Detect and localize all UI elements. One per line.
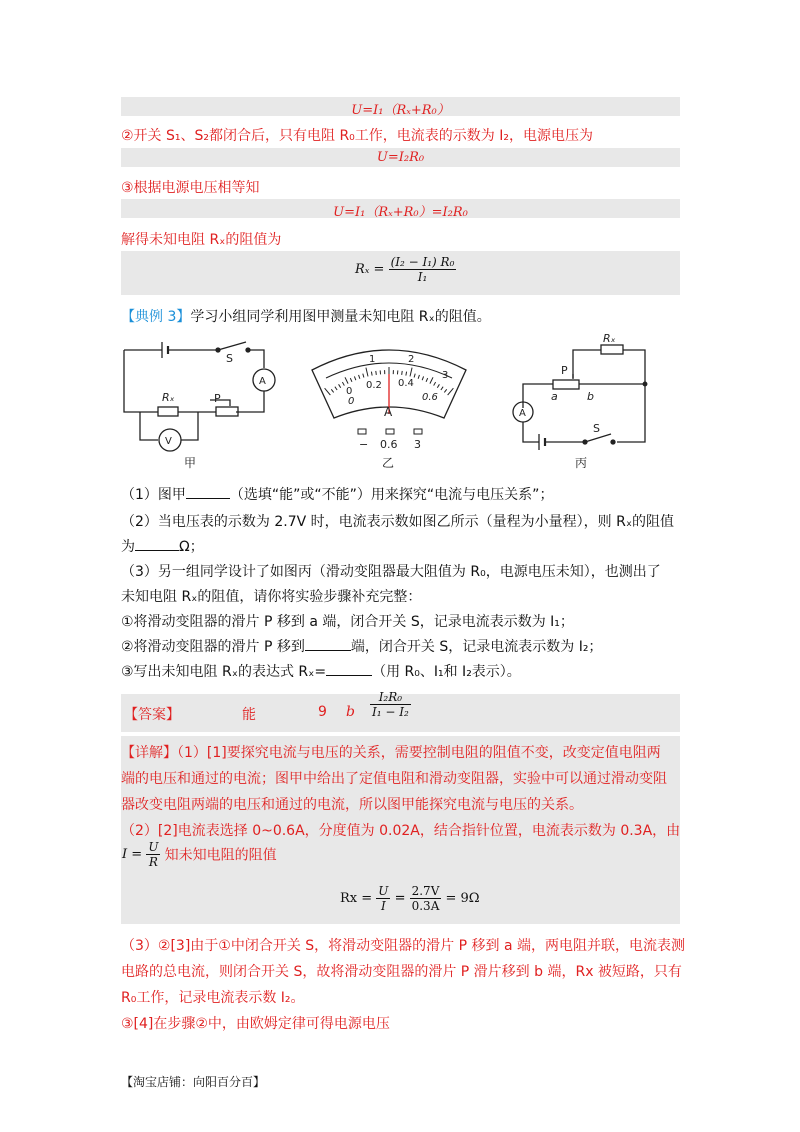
- switch-label-jia: S: [226, 352, 233, 365]
- terminal-neg: [358, 429, 366, 434]
- circuit-jia: [118, 330, 278, 470]
- calc-d2: 0.3A: [411, 899, 440, 913]
- rx-formula-den: I₁: [417, 270, 428, 284]
- scale-tick: [350, 378, 352, 382]
- resistor-label-jia: Rₓ: [162, 391, 175, 404]
- example-text: 学习小组同学利用图甲测量未知电阻 Rₓ的阻值。: [190, 309, 491, 325]
- answer-1: 能: [242, 707, 256, 723]
- answer-4-num: I₂R₀: [370, 690, 411, 705]
- detail-p1-line1: 【详解】（1）[1]要探究电流与电压的关系，需要控制电阻的阻值不变，改变定值电阻两: [121, 745, 661, 761]
- meter-yi: [304, 336, 474, 472]
- scale-tick: [331, 389, 333, 392]
- resistor-label-bing: Rₓ: [603, 332, 616, 345]
- scale-tick: [342, 382, 344, 385]
- scale-tick: [371, 372, 372, 376]
- scale-tick: [366, 368, 368, 377]
- rheostat-jia: [216, 407, 238, 416]
- lower-tick-2: 0.4: [398, 378, 414, 389]
- s3-blank[interactable]: [326, 663, 372, 676]
- detail-p1-line3: 器改变电阻两端的电压和通过的电流，所以图甲能探究电流与电压的关系。: [121, 797, 583, 813]
- terminal-label-neg: −: [359, 438, 369, 451]
- s3-part-a: ③写出未知电阻 Rₓ的表达式 Rₓ=: [121, 664, 327, 680]
- question-1: [121, 484, 553, 504]
- ohm-lhs: I =: [122, 847, 143, 862]
- scale-tick: [354, 376, 355, 380]
- s2-part-b: 端，闭合开关 S，记录电流表示数为 I₂；: [350, 639, 603, 655]
- terminal-label-3: 3: [414, 438, 421, 451]
- scale-tick: [448, 388, 454, 395]
- calc-lhs: Rx =: [340, 891, 373, 906]
- step3-text: ③根据电源电压相等知: [121, 180, 260, 196]
- scale-tick: [437, 384, 439, 387]
- solve-text: 解得未知电阻 Rₓ的阻值为: [121, 232, 282, 248]
- scale-tick: [406, 372, 407, 376]
- example-tag: 【典例 3】: [121, 309, 191, 325]
- scale-tick: [359, 375, 360, 379]
- lower-tick-3: 0.6: [422, 392, 438, 403]
- terminal-label-06: 0.6: [380, 438, 398, 451]
- caption-bing: 丙: [575, 456, 588, 470]
- lower-tick-0: 0: [348, 396, 355, 407]
- question-2-line2: [121, 536, 204, 556]
- end-a-label: a: [551, 390, 558, 403]
- upper-tick-1: 1: [369, 354, 376, 365]
- step-2: [121, 636, 602, 656]
- scale-tick: [444, 389, 446, 392]
- calc-eq: =: [394, 891, 406, 906]
- ohm-num: U: [148, 840, 159, 854]
- resistance-calc: [340, 884, 480, 913]
- q2-blank[interactable]: [135, 538, 179, 551]
- scale-tick: [410, 368, 412, 377]
- scale-tick: [414, 374, 415, 378]
- scale-tick: [325, 388, 331, 395]
- upper-tick-2: 2: [408, 354, 415, 365]
- detail-p2-line2: 知未知电阻的阻值: [164, 847, 277, 864]
- ohm-fraction: [146, 840, 160, 869]
- scale-tick: [418, 375, 419, 379]
- answer-2: 9: [318, 704, 327, 720]
- detail-p3-line1: （3）②[3]由于①中闭合开关 S，将滑动变阻器的滑片 P 移到 a 端，两电阻并联，电流表测: [121, 938, 685, 954]
- footer-shop: 【淘宝店铺：向阳百分百】: [121, 1075, 266, 1089]
- answer-label: 【答案】: [124, 707, 180, 723]
- scale-tick: [335, 387, 337, 390]
- formula-3: U=I₁（Rₓ+R₀）=I₂R₀: [333, 205, 468, 220]
- s3-part-b: （用 R₀、I₁和 I₂表示）。: [372, 664, 521, 680]
- calc-frac-1: [376, 884, 390, 913]
- detail-p2-line1: （2）[2]电流表选择 0~0.6A，分度值为 0.02A，结合指针位置，电流表示数为 0.3A，由: [121, 823, 681, 839]
- question-3-line2: 未知电阻 Rₓ的阻值，请你将实验步骤补充完整：: [121, 589, 422, 605]
- rx-formula-num: (I₂ − I₁) R₀: [390, 255, 455, 269]
- scale-tick: [339, 384, 341, 387]
- question-3-line1: （3）另一组同学设计了如图丙（滑动变阻器最大阻值为 R₀，电源电压未知），也测出了: [121, 564, 661, 580]
- ammeter-label-bing: A: [519, 408, 526, 419]
- scale-tick: [422, 376, 423, 380]
- switch-label-bing: S: [593, 422, 600, 435]
- detail-p4: ③[4]在步骤②中，由欧姆定律可得电源电压: [121, 1016, 390, 1032]
- step-1: ①将滑动变阻器的滑片 P 移到 a 端，闭合开关 S，记录电流表示数为 I₁；: [121, 614, 574, 630]
- example-heading: [121, 306, 491, 326]
- scale-tick: [441, 387, 443, 390]
- q2-part-c: Ω；: [179, 539, 204, 555]
- caption-yi: 乙: [382, 456, 395, 470]
- detail-p3-line3: R₀工作，记录电流表示数 I₂。: [121, 990, 305, 1006]
- detail-p3-line2: 电路的总电流，则闭合开关 S，故将滑动变阻器的滑片 P 滑片移到 b 端，Rx 被短路，只有: [121, 964, 682, 980]
- scale-tick: [363, 374, 364, 378]
- meter-unit: A: [384, 405, 393, 419]
- answer-3: b: [346, 704, 355, 720]
- terminal-06: [386, 429, 394, 434]
- ohm-den: R: [148, 855, 158, 869]
- answer-4: [370, 690, 411, 719]
- top-formula: U=I₁（Rₓ+R₀）: [351, 103, 450, 118]
- voltmeter-label-jia: V: [165, 436, 172, 447]
- end-b-label: b: [587, 390, 594, 403]
- rx-formula-fraction: [389, 255, 457, 284]
- s2-part-a: ②将滑动变阻器的滑片 P 移到: [121, 639, 305, 655]
- scale-tick: [430, 377, 433, 383]
- scale-tick: [426, 378, 428, 382]
- calc-d1: I: [380, 899, 386, 913]
- circuit-bing: [505, 330, 665, 470]
- calc-n2: 2.7V: [411, 884, 440, 898]
- slider-label-bing: P: [561, 364, 568, 377]
- q1-blank[interactable]: [186, 486, 230, 499]
- rx-formula: [355, 255, 456, 284]
- s2-blank[interactable]: [305, 638, 351, 651]
- lower-tick-1: 0.2: [366, 380, 382, 391]
- ammeter-label-jia: A: [259, 376, 266, 387]
- rx-formula-lhs: Rₓ =: [355, 262, 385, 277]
- step-3: [121, 661, 521, 681]
- calc-n1: U: [378, 884, 389, 898]
- upper-tick-0: 0: [346, 386, 353, 397]
- q1-part-b: （选填“能”或“不能”）用来探究“电流与电压关系”；: [229, 487, 554, 503]
- detail-p1-line2: 端的电压和通过的电流；图甲中给出了定值电阻和滑动变阻器，实验中可以通过滑动变阻: [121, 771, 667, 787]
- step2-text: ②开关 S₁、S₂都闭合后，只有电阻 R₀工作，电流表的示数为 I₂，电源电压为: [121, 128, 593, 144]
- scale-tick: [345, 377, 348, 383]
- upper-tick-3: 3: [442, 370, 449, 381]
- scale-tick: [376, 371, 377, 375]
- caption-jia: 甲: [184, 456, 197, 470]
- scale-tick: [434, 382, 436, 385]
- resistor-jia: [158, 407, 178, 416]
- formula-2: U=I₂R₀: [376, 150, 425, 165]
- question-2-line1: （2）当电压表的示数为 2.7V 时，电流表示数如图乙所示（量程为小量程），则 Rₓ的阻值: [121, 514, 675, 530]
- q2-part-b: 为: [121, 539, 135, 555]
- terminal-3: [414, 429, 422, 434]
- calc-result: = 9Ω: [445, 891, 480, 906]
- resistor-bing: [601, 345, 623, 354]
- scale-tick: [402, 371, 403, 375]
- answer-4-fraction: [370, 690, 411, 719]
- rheostat-bing: [553, 380, 579, 389]
- slider-label-jia: P: [214, 392, 221, 405]
- calc-frac-2: [410, 884, 442, 913]
- q1-part-a: （1）图甲: [121, 487, 186, 503]
- ohm-law: [122, 840, 277, 869]
- answer-4-den: I₁ − I₂: [372, 705, 409, 719]
